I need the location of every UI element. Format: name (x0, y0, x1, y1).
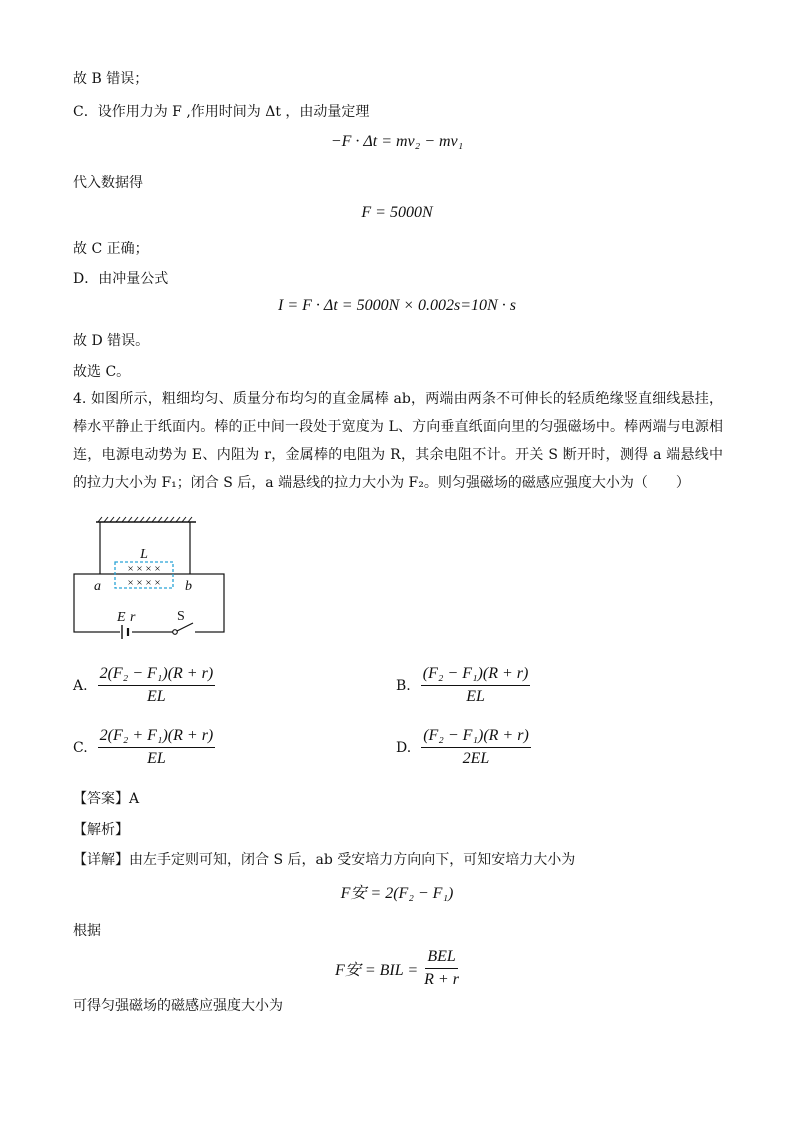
equation-bil (0, 948, 794, 989)
label-a: a (94, 579, 101, 594)
option-c-denominator: EL (147, 750, 166, 767)
text-d-wrong: 故 D 错误。 (73, 333, 150, 349)
text-c-substitute: 代入数据得 (73, 175, 143, 191)
option-b-numerator: (F₂ − F₁)(R + r) (421, 665, 531, 686)
option-a-label: A. (73, 677, 88, 694)
text-c-intro: C．设作用力为 F ,作用时间为 Δt ，由动量定理 (73, 104, 370, 120)
equation-bil-numerator: BEL (425, 948, 457, 969)
text-choose-c: 故选 C。 (73, 364, 131, 380)
equation-impulse: I = F · Δt = 5000N × 0.002s=10N · s (278, 297, 516, 314)
option-a-fraction (98, 665, 216, 706)
option-a-denominator: EL (147, 688, 166, 705)
field-row-2: × × × × (127, 577, 161, 589)
switch-pivot (173, 630, 178, 635)
option-b[interactable] (396, 665, 530, 706)
conclusion-text: 可得匀强磁场的磁感应强度大小为 (73, 998, 283, 1014)
option-d[interactable] (396, 727, 531, 768)
answer-text: 【答案】A (73, 791, 140, 807)
option-c[interactable] (73, 727, 215, 768)
text-d-intro: D．由冲量公式 (73, 271, 169, 287)
analysis-title: 【解析】 (73, 822, 129, 838)
label-b: b (185, 579, 192, 594)
option-d-denominator: 2EL (462, 750, 490, 767)
circuit-figure (70, 510, 230, 644)
ceiling-hatch (96, 517, 196, 522)
detail-text: 【详解】由左手定则可知，闭合 S 后，ab 受安培力方向向下，可知安培力大小为 (73, 852, 576, 868)
label-s: S (177, 609, 185, 624)
text-c-correct: 故 C 正确； (73, 241, 149, 257)
label-l: L (140, 547, 148, 562)
option-c-numerator: 2(F₂ + F₁)(R + r) (98, 727, 216, 748)
option-a-numerator: 2(F₂ − F₁)(R + r) (98, 665, 216, 686)
equation-momentum: −F · Δt = mv₂ − mv₁ (330, 133, 464, 150)
option-c-label: C. (73, 739, 88, 756)
equation-ampere: F安 = 2(F₂ − F₁) (340, 885, 454, 902)
option-d-numerator: (F₂ − F₁)(R + r) (421, 727, 531, 748)
label-e: E (117, 610, 126, 625)
text-according: 根据 (73, 923, 101, 939)
question-text: 4. 如图所示，粗细均匀、质量分布均匀的直金属棒 ab，两端由两条不可伸长的轻质绝缘竖直细线悬挂，棒水平静止于纸面内。棒的正中间一段处于宽度为 L、方向垂直纸面向里的匀强磁场中。棒两端与电源相连，电源电动势为 E、内阻为 r，金属棒的电阻为 R，其余电阻不计。开关 S 断开时，测得 a 端悬线中的拉力大小为 F₁；闭合 S 后，a 端悬线的拉力大小为 F₂。则匀强磁场的磁感应强度大小为（ ） (73, 391, 723, 491)
option-b-denominator: EL (466, 688, 485, 705)
text-b-wrong: 故 B 错误； (73, 71, 149, 87)
equation-bil-denominator: R + r (424, 971, 459, 988)
equation-bil-fraction (424, 948, 459, 989)
equation-force: F = 5000N (361, 204, 433, 221)
circuit-diagram (70, 510, 230, 640)
option-b-fraction (421, 665, 531, 706)
option-d-label: D. (396, 739, 412, 756)
option-b-label: B. (396, 677, 411, 694)
option-a[interactable] (73, 665, 215, 706)
option-d-fraction (421, 727, 531, 768)
equation-bil-lhs: F安 = BIL = (335, 962, 419, 979)
label-r: r (130, 610, 136, 625)
field-row-1: × × × × (127, 563, 161, 575)
option-c-fraction (98, 727, 216, 768)
